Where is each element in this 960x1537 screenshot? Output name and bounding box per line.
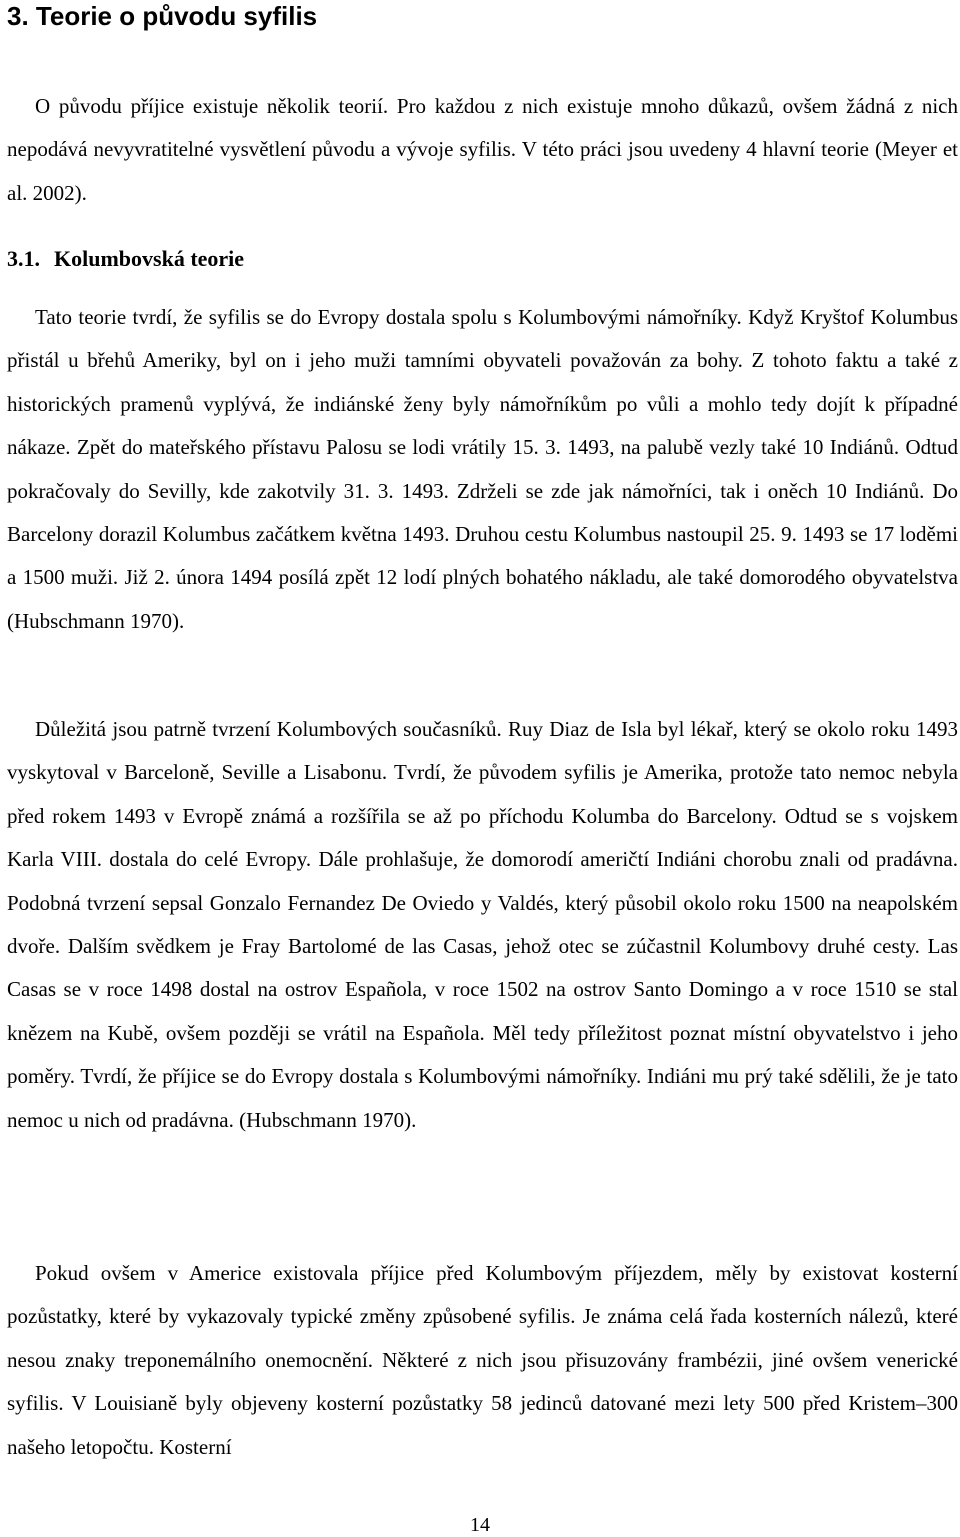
section-paragraph-2: Důležitá jsou patrně tvrzení Kolumbových současníků. Ruy Diaz de Isla byl lékař, který se okolo roku 1493 vyskytoval v Barceloně, Seville a Lisabonu. Tvrdí, že původem syfilis je Amerika, protože tato nemoc nebyla před rokem 1493 v Evropě známá a rozšířila se až po příchodu Kolumba do Barcelony. Odtud se s vojskem Karla VIII. dostala do celé Evropy. Dále prohlašuje, že domorodí američtí Indiáni chorobu znali od pradávna. Podobná tvrzení sepsal Gonzalo Fernandez De Oviedo y Valdés, který působil okolo roku 1500 na neapolském dvoře. Dalším svědkem je Fray Bartolomé de las Casas, jehož otec se zúčastnil Kolumbovy druhé cesty. Las Casas se v roce 1498 dostal na ostrov Española, v roce 1502 na ostrov Santo Domingo a v roce 1510 se stal knězem na Kubě, ovšem později se vrátil na Española. Měl tedy příležitost poznat místní obyvatelstvo i jeho poměry. Tvrdí, že příjice se do Evropy dostala s Kolumbovými námořníky. Indiáni mu prý také sdělili, že je tato nemoc u nich od pradávna. (Hubschmann 1970). — [7, 717, 958, 1132]
chapter-title: 3. Teorie o původu syfilis — [7, 1, 318, 31]
section-paragraph-3: Pokud ovšem v Americe existovala příjice před Kolumbovým příjezdem, měly by existovat kosterní pozůstatky, které by vykazovaly typické změny způsobené syfilis. Je známa celá řada kosterních nálezů, které nesou znaky treponemálního onemocnění. Některé z nich jsou přisuzovány frambézii, jiné ovšem venerické syfilis. V Louisianě byly objeveny kosterní pozůstatky 58 jedinců datované mezi lety 500 před Kristem–300 našeho letopočtu. Kosterní — [7, 1261, 958, 1459]
section-title: Kolumbovská teorie — [54, 246, 245, 271]
page-number: 14 — [470, 1514, 490, 1536]
section-paragraph-1: Tato teorie tvrdí, že syfilis se do Evropy dostala spolu s Kolumbovými námořníky. Když Kryštof Kolumbus přistál u břehů Ameriky, byl on i jeho muži tamními obyvateli považován za bohy. Z tohoto faktu a také z historických pramenů vyplývá, že indiánské ženy byly námořníkům po vůli a mohlo tedy dojít k případné nákaze. Zpět do mateřského přístavu Palosu se lodi vrátily 15. 3. 1493, na palubě vezly také 10 Indiánů. Odtud pokračovaly do Sevilly, kde zakotvily 31. 3. 1493. Zdrželi se zde jak námořníci, tak i oněch 10 Indiánů. Do Barcelony dorazil Kolumbus začátkem května 1493. Druhou cestu Kolumbus nastoupil 25. 9. 1493 se 17 loděmi a 1500 muži. Již 2. února 1494 posílá zpět 12 lodí plných bohatého nákladu, ale také domorodého obyvatelstva (Hubschmann 1970). — [7, 305, 958, 633]
section-number: 3.1. — [7, 246, 40, 271]
intro-paragraph: O původu příjice existuje několik teorií. Pro každou z nich existuje mnoho důkazů, ovšem žádná z nich nepodává nevyvratitelné vysvětlení původu a vývoje syfilis. V této práci jsou uvedeny 4 hlavní teorie (Meyer et al. 2002). — [7, 94, 958, 205]
section-heading — [7, 242, 244, 276]
